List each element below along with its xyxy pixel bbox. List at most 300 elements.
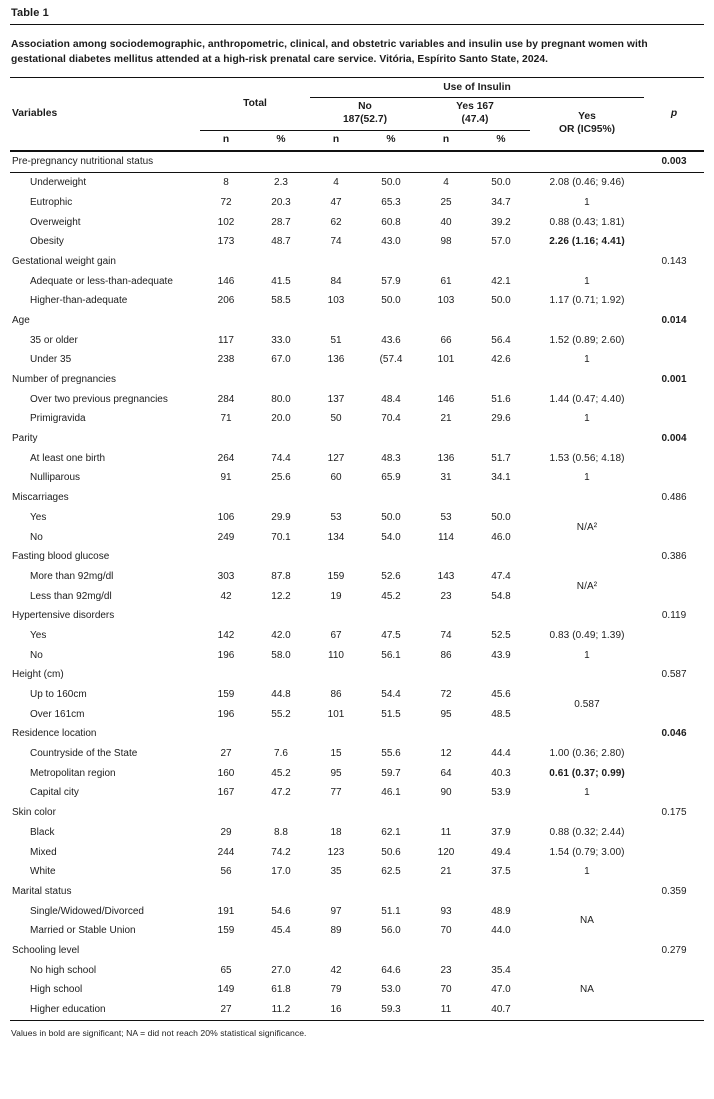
odds-ratio-cell: NA bbox=[579, 915, 595, 927]
variable-cell: Higher-than-adequate bbox=[30, 295, 128, 307]
p-value-cell: 0.001 bbox=[661, 374, 687, 385]
yes-n-cell: 143 bbox=[437, 570, 455, 582]
column-header-or bbox=[530, 98, 644, 152]
variable-cell: Overweight bbox=[30, 216, 81, 228]
p-value-cell-empty bbox=[644, 645, 704, 665]
no-pct-cell: 50.0 bbox=[381, 295, 401, 307]
no-pct-cell: 48.4 bbox=[381, 393, 401, 405]
yes-pct-cell: 47.0 bbox=[491, 984, 511, 996]
total-n-cell: 196 bbox=[217, 708, 235, 720]
yes-pct-cell: 53.9 bbox=[491, 787, 511, 799]
table-row bbox=[10, 823, 704, 843]
variable-cell: Yes bbox=[30, 511, 47, 523]
column-header-no-n: n bbox=[310, 130, 362, 151]
no-pct-cell: 50.0 bbox=[381, 511, 401, 523]
odds-ratio-cell: 1.44 (0.47; 4.40) bbox=[549, 393, 625, 405]
p-value-cell-empty bbox=[644, 842, 704, 862]
total-pct-cell: 58.0 bbox=[271, 649, 291, 661]
yes-n-cell: 103 bbox=[437, 295, 455, 307]
variable-cell: Primigravida bbox=[30, 413, 86, 425]
table-row bbox=[10, 842, 704, 862]
category-row bbox=[10, 547, 704, 567]
category-label: Miscarriages bbox=[12, 492, 69, 504]
variable-cell: More than 92mg/dl bbox=[30, 570, 114, 582]
table-row bbox=[10, 744, 704, 764]
no-n-cell: 136 bbox=[327, 354, 345, 366]
p-value-cell: 0.587 bbox=[661, 669, 687, 681]
category-row bbox=[10, 311, 704, 331]
table-footnote: Values in bold are significant; NA = did not reach 20% statistical significance. bbox=[11, 1027, 307, 1038]
total-n-cell: 42 bbox=[220, 590, 232, 602]
category-label: Gestational weight gain bbox=[12, 255, 116, 267]
or-header-line1: Yes bbox=[578, 111, 596, 123]
category-label: Height (cm) bbox=[12, 669, 64, 681]
total-pct-cell: 55.2 bbox=[271, 708, 291, 720]
no-group-line1: No bbox=[358, 101, 372, 113]
yes-group-line1: Yes 167 bbox=[456, 101, 494, 113]
total-n-cell: 72 bbox=[220, 196, 232, 208]
yes-pct-cell: 37.9 bbox=[491, 826, 511, 838]
p-value-cell-empty bbox=[644, 705, 704, 725]
no-n-cell: 35 bbox=[330, 866, 342, 878]
table-label: Table 1 bbox=[11, 7, 49, 19]
no-pct-cell: 53.0 bbox=[381, 984, 401, 996]
table-caption: Association among sociodemographic, anthropometric, clinical, and obstetric variables and insulin use by pregnant women with gestational diabetes mellitus attended at a high-risk prenatal care service. Vitória, Espírito Santo State, 2024. bbox=[11, 39, 648, 66]
no-pct-cell: 65.9 bbox=[381, 472, 401, 484]
total-pct-cell: 67.0 bbox=[271, 354, 291, 366]
variable-cell: Over two previous pregnancies bbox=[30, 393, 168, 405]
total-n-cell: 27 bbox=[220, 748, 232, 760]
total-pct-cell: 48.7 bbox=[271, 236, 291, 248]
p-value-cell-empty bbox=[644, 291, 704, 311]
odds-ratio-cell: 1.00 (0.36; 2.80) bbox=[549, 748, 625, 760]
total-n-cell: 27 bbox=[220, 1004, 232, 1015]
p-value-cell-empty bbox=[644, 980, 704, 1000]
p-value-cell: 0.386 bbox=[661, 551, 687, 563]
total-pct-cell: 20.3 bbox=[271, 196, 291, 208]
table-row bbox=[10, 685, 704, 705]
yes-pct-cell: 51.7 bbox=[491, 452, 511, 464]
no-n-cell: 79 bbox=[330, 984, 342, 996]
column-header-total-n: n bbox=[200, 130, 252, 151]
yes-pct-cell: 44.4 bbox=[491, 748, 511, 760]
no-pct-cell: 51.1 bbox=[381, 905, 401, 917]
p-value-cell-empty bbox=[644, 232, 704, 252]
p-value-cell-empty bbox=[644, 271, 704, 291]
p-value-cell: 0.279 bbox=[661, 944, 687, 956]
total-pct-cell: 7.6 bbox=[274, 748, 288, 760]
no-n-cell: 47 bbox=[330, 196, 342, 208]
total-n-cell: 191 bbox=[217, 905, 235, 917]
variable-cell: Yes bbox=[30, 629, 47, 641]
column-header-variables: Variables bbox=[12, 107, 58, 119]
no-n-cell: 103 bbox=[327, 295, 345, 307]
variable-cell: Up to 160cm bbox=[30, 689, 87, 700]
table-row bbox=[10, 960, 704, 980]
total-pct-cell: 74.4 bbox=[271, 452, 291, 464]
category-row bbox=[10, 606, 704, 626]
column-header-no-pct: % bbox=[362, 130, 420, 151]
yes-n-cell: 72 bbox=[440, 689, 452, 700]
table-row bbox=[10, 350, 704, 370]
no-n-cell: 97 bbox=[330, 905, 342, 917]
total-pct-cell: 42.0 bbox=[271, 629, 291, 641]
p-value-cell-empty bbox=[644, 567, 704, 587]
p-value-cell-empty bbox=[644, 409, 704, 429]
yes-group-line2: (47.4) bbox=[461, 113, 489, 125]
table-row bbox=[10, 764, 704, 784]
total-pct-cell: 28.7 bbox=[271, 216, 291, 228]
no-pct-cell: 50.0 bbox=[381, 177, 401, 189]
odds-ratio-cell: 1 bbox=[584, 354, 590, 366]
total-n-cell: 146 bbox=[217, 275, 235, 287]
table-header bbox=[10, 77, 704, 151]
total-n-cell: 264 bbox=[217, 452, 235, 464]
yes-n-cell: 101 bbox=[437, 354, 455, 366]
yes-n-cell: 21 bbox=[440, 866, 452, 878]
no-pct-cell: 54.4 bbox=[381, 689, 401, 700]
yes-pct-cell: 35.4 bbox=[491, 964, 511, 976]
yes-n-cell: 93 bbox=[440, 905, 452, 917]
total-pct-cell: 33.0 bbox=[271, 334, 291, 346]
odds-ratio-cell: 1.53 (0.56; 4.18) bbox=[549, 452, 625, 464]
p-value-cell-empty bbox=[644, 764, 704, 784]
variable-cell: Black bbox=[30, 826, 55, 838]
no-pct-cell: 43.6 bbox=[381, 334, 401, 346]
table-row bbox=[10, 449, 704, 469]
no-n-cell: 159 bbox=[327, 570, 345, 582]
table-row bbox=[10, 468, 704, 488]
total-n-cell: 56 bbox=[220, 866, 232, 878]
table-row bbox=[10, 212, 704, 232]
odds-ratio-cell: 2.26 (1.16; 4.41) bbox=[549, 236, 625, 248]
no-pct-cell: 59.7 bbox=[381, 767, 401, 779]
variable-cell: Over 161cm bbox=[30, 708, 85, 720]
odds-ratio-cell: 0.587 bbox=[574, 698, 600, 710]
category-label: Residence location bbox=[12, 728, 97, 740]
yes-n-cell: 64 bbox=[440, 767, 452, 779]
total-pct-cell: 70.1 bbox=[271, 531, 291, 543]
variable-cell: Single/Widowed/Divorced bbox=[30, 905, 144, 917]
yes-pct-cell: 42.6 bbox=[491, 354, 511, 366]
yes-n-cell: 25 bbox=[440, 196, 452, 208]
variable-cell: High school bbox=[30, 984, 83, 996]
table-row bbox=[10, 901, 704, 921]
p-value-cell: 0.359 bbox=[661, 885, 687, 897]
no-pct-cell: 57.9 bbox=[381, 275, 401, 287]
yes-n-cell: 95 bbox=[440, 708, 452, 720]
p-value-cell-empty bbox=[644, 193, 704, 213]
odds-ratio-cell: N/A² bbox=[576, 580, 598, 592]
total-pct-cell: 41.5 bbox=[271, 275, 291, 287]
yes-pct-cell: 47.4 bbox=[491, 570, 511, 582]
p-value-cell: 0.119 bbox=[661, 610, 687, 622]
column-header-yes-group bbox=[420, 98, 530, 131]
no-n-cell: 16 bbox=[330, 1004, 342, 1015]
odds-ratio-cell: 1 bbox=[584, 866, 590, 878]
p-value-cell-empty bbox=[644, 783, 704, 803]
yes-pct-cell: 54.8 bbox=[491, 590, 511, 602]
total-pct-cell: 87.8 bbox=[271, 570, 291, 582]
yes-pct-cell: 42.1 bbox=[491, 275, 511, 287]
no-n-cell: 51 bbox=[330, 334, 342, 346]
no-pct-cell: 55.6 bbox=[381, 748, 401, 760]
total-pct-cell: 58.5 bbox=[271, 295, 291, 307]
category-row bbox=[10, 882, 704, 902]
p-value-cell-empty bbox=[644, 823, 704, 843]
yes-pct-cell: 46.0 bbox=[491, 531, 511, 543]
yes-n-cell: 4 bbox=[443, 177, 449, 189]
category-row bbox=[10, 665, 704, 685]
total-pct-cell: 2.3 bbox=[274, 177, 288, 189]
variable-cell: No bbox=[30, 531, 43, 543]
no-pct-cell: 70.4 bbox=[381, 413, 401, 425]
variable-cell: Higher education bbox=[30, 1004, 106, 1015]
variable-cell: Married or Stable Union bbox=[30, 925, 136, 937]
yes-pct-cell: 37.5 bbox=[491, 866, 511, 878]
variable-cell: Capital city bbox=[30, 787, 79, 799]
yes-pct-cell: 34.1 bbox=[491, 472, 511, 484]
odds-ratio-cell: 1.17 (0.71; 1.92) bbox=[549, 295, 625, 307]
total-pct-cell: 8.8 bbox=[274, 826, 288, 838]
total-pct-cell: 27.0 bbox=[271, 964, 291, 976]
p-value-cell-empty bbox=[644, 449, 704, 469]
no-n-cell: 15 bbox=[330, 748, 342, 760]
total-n-cell: 196 bbox=[217, 649, 235, 661]
yes-pct-cell: 49.4 bbox=[491, 846, 511, 858]
odds-ratio-cell: NA bbox=[579, 984, 595, 996]
yes-n-cell: 86 bbox=[440, 649, 452, 661]
yes-pct-cell: 50.0 bbox=[491, 177, 511, 189]
odds-ratio-cell: 1 bbox=[584, 649, 590, 661]
variable-cell: Eutrophic bbox=[30, 196, 73, 208]
p-value-cell: 0.143 bbox=[661, 255, 687, 267]
variable-cell: Metropolitan region bbox=[30, 767, 116, 779]
total-n-cell: 65 bbox=[220, 964, 232, 976]
no-n-cell: 4 bbox=[333, 177, 339, 189]
total-pct-cell: 29.9 bbox=[271, 511, 291, 523]
no-pct-cell: 48.3 bbox=[381, 452, 401, 464]
category-label: Pre-pregnancy nutritional status bbox=[10, 151, 644, 172]
category-label: Age bbox=[12, 314, 30, 326]
no-n-cell: 50 bbox=[330, 413, 342, 425]
divider-under-label bbox=[10, 24, 704, 25]
odds-ratio-cell: 0.61 (0.37; 0.99) bbox=[549, 767, 625, 779]
p-value-cell: 0.175 bbox=[661, 807, 687, 819]
category-row bbox=[10, 370, 704, 390]
p-value-cell: 0.004 bbox=[661, 433, 687, 445]
variable-cell: Countryside of the State bbox=[30, 748, 138, 760]
p-value-cell-empty bbox=[644, 626, 704, 646]
variable-cell: Obesity bbox=[30, 236, 64, 248]
odds-ratio-cell: 0.88 (0.32; 2.44) bbox=[549, 826, 625, 838]
no-group-line2: 187(52.7) bbox=[342, 113, 388, 125]
yes-n-cell: 53 bbox=[440, 511, 452, 523]
no-pct-cell: 64.6 bbox=[381, 964, 401, 976]
yes-pct-cell: 43.9 bbox=[491, 649, 511, 661]
no-n-cell: 67 bbox=[330, 629, 342, 641]
yes-pct-cell: 29.6 bbox=[491, 413, 511, 425]
total-pct-cell: 12.2 bbox=[271, 590, 291, 602]
odds-ratio-cell: N/A² bbox=[576, 521, 598, 533]
table-row bbox=[10, 862, 704, 882]
no-pct-cell: 43.0 bbox=[381, 236, 401, 248]
no-pct-cell: 51.5 bbox=[381, 708, 401, 720]
no-pct-cell: 54.0 bbox=[381, 531, 401, 543]
table-row bbox=[10, 330, 704, 350]
p-value-cell-empty bbox=[644, 744, 704, 764]
odds-ratio-cell: 1 bbox=[584, 275, 590, 287]
variable-cell: Under 35 bbox=[30, 354, 72, 366]
total-n-cell: 167 bbox=[217, 787, 235, 799]
p-value-cell: 0.014 bbox=[661, 314, 687, 326]
variable-cell: Underweight bbox=[30, 177, 87, 189]
total-n-cell: 284 bbox=[217, 393, 235, 405]
yes-pct-cell: 39.2 bbox=[491, 216, 511, 228]
total-n-cell: 303 bbox=[217, 570, 235, 582]
results-table bbox=[10, 77, 704, 1021]
no-n-cell: 134 bbox=[327, 531, 345, 543]
yes-n-cell: 12 bbox=[440, 748, 452, 760]
yes-pct-cell: 40.7 bbox=[491, 1004, 511, 1015]
yes-n-cell: 40 bbox=[440, 216, 452, 228]
p-value-cell-empty bbox=[644, 960, 704, 980]
total-pct-cell: 45.2 bbox=[271, 767, 291, 779]
total-n-cell: 102 bbox=[217, 216, 235, 228]
yes-n-cell: 11 bbox=[440, 826, 452, 838]
category-label: Parity bbox=[12, 433, 38, 445]
p-value-cell-empty bbox=[644, 901, 704, 921]
yes-n-cell: 120 bbox=[437, 846, 455, 858]
yes-n-cell: 98 bbox=[440, 236, 452, 248]
category-row bbox=[10, 252, 704, 272]
no-pct-cell: 45.2 bbox=[381, 590, 401, 602]
p-value-cell-empty bbox=[644, 212, 704, 232]
total-n-cell: 117 bbox=[218, 334, 234, 346]
table-row bbox=[10, 783, 704, 803]
total-pct-cell: 45.4 bbox=[271, 925, 291, 937]
odds-ratio-cell: 0.88 (0.43; 1.81) bbox=[549, 216, 625, 228]
no-n-cell: 89 bbox=[330, 925, 342, 937]
no-n-cell: 53 bbox=[330, 511, 342, 523]
table-row bbox=[10, 409, 704, 429]
total-n-cell: 159 bbox=[217, 925, 235, 937]
category-label: Fasting blood glucose bbox=[12, 551, 110, 563]
total-n-cell: 159 bbox=[217, 689, 235, 700]
table-row bbox=[10, 291, 704, 311]
yes-pct-cell: 34.7 bbox=[491, 196, 511, 208]
yes-pct-cell: 45.6 bbox=[491, 689, 511, 700]
total-pct-cell: 47.2 bbox=[271, 787, 291, 799]
p-value-cell: 0.486 bbox=[661, 492, 687, 504]
no-n-cell: 127 bbox=[327, 452, 345, 464]
column-header-total-pct: % bbox=[252, 130, 310, 151]
total-n-cell: 149 bbox=[217, 984, 235, 996]
table-row bbox=[10, 645, 704, 665]
no-pct-cell: 65.3 bbox=[381, 196, 401, 208]
p-value-cell-empty bbox=[644, 1000, 704, 1020]
yes-pct-cell: 56.4 bbox=[491, 334, 511, 346]
total-n-cell: 244 bbox=[217, 846, 235, 858]
yes-pct-cell: 44.0 bbox=[491, 925, 511, 937]
yes-n-cell: 61 bbox=[440, 275, 452, 287]
total-n-cell: 249 bbox=[217, 531, 235, 543]
odds-ratio-cell: 1 bbox=[584, 196, 590, 208]
yes-pct-cell: 57.0 bbox=[491, 236, 511, 248]
yes-n-cell: 70 bbox=[440, 925, 452, 937]
column-header-use-of-insulin: Use of Insulin bbox=[310, 77, 644, 97]
odds-ratio-cell: 1 bbox=[584, 787, 590, 799]
p-value-cell-empty bbox=[644, 390, 704, 410]
p-value-cell: 0.046 bbox=[661, 728, 687, 740]
no-pct-cell: 56.0 bbox=[381, 925, 401, 937]
p-value-cell-empty bbox=[644, 350, 704, 370]
yes-pct-cell: 48.5 bbox=[491, 708, 511, 720]
no-pct-cell: 56.1 bbox=[381, 649, 401, 661]
category-row bbox=[10, 724, 704, 744]
no-n-cell: 101 bbox=[327, 708, 345, 720]
no-n-cell: 84 bbox=[330, 275, 342, 287]
table-row bbox=[10, 390, 704, 410]
no-pct-cell: 60.8 bbox=[381, 216, 401, 228]
odds-ratio-cell: 1 bbox=[584, 413, 590, 425]
category-label: Number of pregnancies bbox=[12, 374, 116, 385]
yes-pct-cell: 50.0 bbox=[491, 295, 511, 307]
column-header-yes-pct: % bbox=[472, 130, 530, 151]
table-row bbox=[10, 193, 704, 213]
no-pct-cell: 62.5 bbox=[381, 866, 401, 878]
no-n-cell: 19 bbox=[330, 590, 342, 602]
no-pct-cell: 46.1 bbox=[381, 787, 401, 799]
no-pct-cell: 50.6 bbox=[381, 846, 401, 858]
yes-n-cell: 23 bbox=[440, 590, 452, 602]
table-row bbox=[10, 626, 704, 646]
p-value-cell-empty bbox=[644, 330, 704, 350]
yes-n-cell: 11 bbox=[440, 1004, 452, 1015]
odds-ratio-cell: 1 bbox=[584, 472, 590, 484]
total-pct-cell: 80.0 bbox=[271, 393, 291, 405]
table-row bbox=[10, 567, 704, 587]
category-row bbox=[10, 429, 704, 449]
no-n-cell: 18 bbox=[330, 826, 342, 838]
total-pct-cell: 54.6 bbox=[271, 905, 291, 917]
total-n-cell: 106 bbox=[217, 511, 235, 523]
no-n-cell: 77 bbox=[330, 787, 342, 799]
total-pct-cell: 44.8 bbox=[271, 689, 291, 700]
total-n-cell: 91 bbox=[220, 472, 232, 484]
variable-cell: Adequate or less-than-adequate bbox=[30, 275, 173, 287]
no-n-cell: 137 bbox=[327, 393, 345, 405]
no-pct-cell: 52.6 bbox=[381, 570, 401, 582]
total-pct-cell: 74.2 bbox=[271, 846, 291, 858]
p-value-cell-empty bbox=[644, 586, 704, 606]
category-row bbox=[10, 941, 704, 961]
column-header-p: p bbox=[670, 107, 678, 119]
p-value-cell-empty bbox=[644, 527, 704, 547]
p-value-cell-empty bbox=[644, 862, 704, 882]
category-label: Skin color bbox=[12, 807, 56, 819]
variable-cell: At least one birth bbox=[30, 452, 106, 464]
total-n-cell: 173 bbox=[217, 236, 235, 248]
no-n-cell: 110 bbox=[328, 649, 344, 661]
variable-cell: No high school bbox=[30, 964, 97, 976]
variable-cell: Nulliparous bbox=[30, 472, 81, 484]
table-body bbox=[10, 151, 704, 1020]
no-n-cell: 60 bbox=[330, 472, 342, 484]
category-label: Marital status bbox=[12, 885, 72, 897]
odds-ratio-cell: 1.54 (0.79; 3.00) bbox=[549, 846, 625, 858]
yes-n-cell: 90 bbox=[440, 787, 452, 799]
